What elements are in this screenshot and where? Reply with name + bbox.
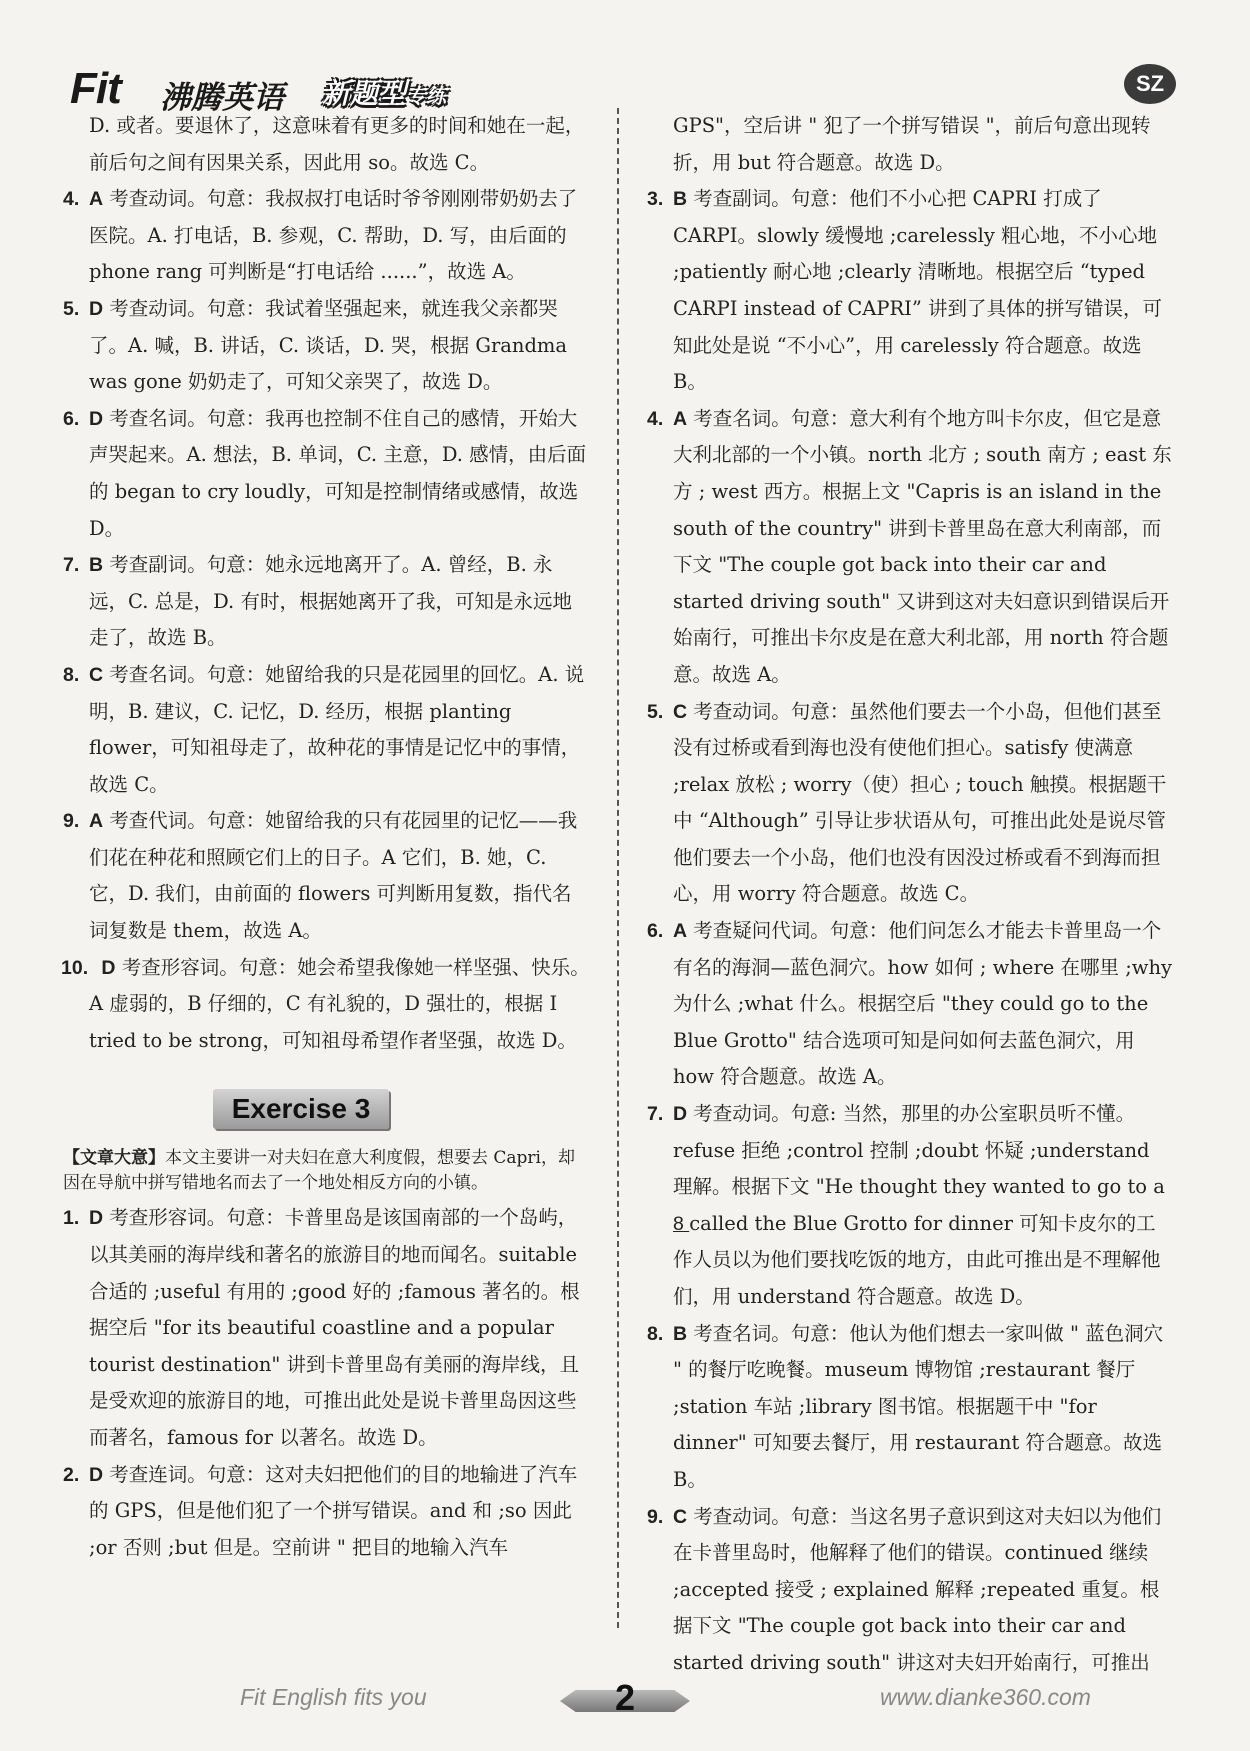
item-number: 7. bbox=[63, 554, 80, 577]
item-explanation: 考查疑问代词。句意：他们问怎么才能去卡普里岛一个有名的海洞—蓝色洞穴。how 如何 ; where 在哪里 ;why 为什么 ;what 什么。根据空后 "they could go to the Blue Grotto" 结合选项可知是问如何去蓝色洞穴，用 how 符合题意。故选 A。 bbox=[673, 919, 1173, 1089]
answer-item bbox=[63, 803, 591, 949]
item-number: 8. bbox=[63, 663, 80, 686]
region-badge: SZ bbox=[1124, 64, 1176, 104]
item-number: 6. bbox=[63, 407, 80, 430]
footer-slogan: Fit English fits you bbox=[240, 1684, 427, 1710]
page-number: 2 bbox=[614, 1677, 636, 1718]
item-answer: C bbox=[673, 1505, 688, 1528]
answer-item bbox=[63, 950, 591, 1060]
brand-logo-fit: Fit bbox=[70, 64, 121, 113]
item-number: 8. bbox=[647, 1322, 664, 1345]
series-main: 新题型 bbox=[322, 77, 407, 110]
item-explanation: 考查代词。句意：她留给我的只有花园里的记忆——我们花在种花和照顾它们上的日子。A 它们，B. 她，C. 它，D. 我们，由前面的 flowers 可判断用复数，指代名词复数是 them，故选 A。 bbox=[89, 809, 578, 943]
item-answer: A bbox=[673, 920, 688, 943]
item-explanation: 考查动词。句意：我试着坚强起来，就连我父亲都哭了。A. 喊，B. 讲话，C. 谈话，D. 哭，根据 Grandma was gone 奶奶走了，可知父亲哭了，故选 D。 bbox=[89, 296, 568, 394]
item-explanation-cont: called the Blue Grotto for dinner 可知卡皮尔的工作人员以为他们要找吃饭的地方，由此可推出是不理解他们，用 understand 符合题意。故选 D。 bbox=[673, 1211, 1161, 1308]
answer-item bbox=[63, 401, 591, 547]
summary-text: 本文主要讲一对夫妇在意大利度假，想要去 Capri，却因在导航中拼写错地名而去了一个地处相反方向的小镇。 bbox=[63, 1148, 575, 1194]
item-explanation: 考查形容词。句意：她会希望我像她一样坚强、快乐。A 虚弱的，B 仔细的，C 有礼貌的，D 强壮的，根据 I tried to be strong，可知祖母希望作者坚强，故选 D。 bbox=[89, 955, 590, 1052]
answer-item bbox=[647, 1316, 1175, 1499]
item-answer: B bbox=[673, 1322, 688, 1345]
item-explanation: 考查副词。句意：她永远地离开了。A. 曾经，B. 永远，C. 总是，D. 有时，根据她离开了我，可知是永远地走了，故选 B。 bbox=[89, 553, 572, 650]
answer-item bbox=[63, 291, 591, 401]
answer-item bbox=[63, 1200, 591, 1456]
column-divider bbox=[617, 108, 619, 1628]
item-number: 5. bbox=[647, 700, 664, 723]
item-number: 6. bbox=[647, 920, 664, 943]
item-explanation: 考查名词。句意：意大利有个地方叫卡尔皮，但它是意大利北部的一个小镇。north 北方 ; south 南方 ; east 东方 ; west 西方。根据上文 "Capris is an island in the south of the country" 讲到卡普里岛在意大利南部，而下文 "The couple got back into their car and started driving south" 又讲到这对夫妇意识到错误后开始南行，可推出卡尔皮是在意大利北部，用 north 符合题意。故选 A。 bbox=[673, 406, 1172, 686]
brand-name: 沸腾英语 bbox=[160, 80, 284, 116]
answer-item bbox=[647, 401, 1175, 694]
footer-url: www.dianke360.com bbox=[880, 1684, 1091, 1710]
item-explanation: 考查副词。句意：他们不小心把 CAPRI 打成了 CARPI。slowly 缓慢地 ;carelessly 粗心地，不小心地 ;patiently 耐心地 ;clearly 清晰地。根据空后 “typed CARPI instead of CAPRI” 讲到了具体的拼写错误，可知此处是说 “不小心”，用 carelessly 符合题意。故选 B。 bbox=[673, 187, 1163, 394]
answer-item bbox=[63, 181, 591, 291]
item-number: 9. bbox=[647, 1505, 664, 1528]
item-explanation: 考查名词。句意：他认为他们想去一家叫做 " 蓝色洞穴 " 的餐厅吃晚餐。museum 博物馆 ;restaurant 餐厅 ;station 车站 ;library 图书馆。根据题干中 "for dinner" 可知要去餐厅，用 restaurant 符合题意。故选 B。 bbox=[673, 1321, 1164, 1491]
article-summary bbox=[63, 1146, 591, 1196]
item-answer: D bbox=[89, 407, 104, 430]
item-answer: D bbox=[89, 1207, 104, 1230]
item-number: 1. bbox=[63, 1207, 80, 1230]
answer-item bbox=[647, 913, 1175, 1096]
item-answer: C bbox=[673, 700, 688, 723]
answer-item bbox=[63, 1457, 591, 1567]
right-column bbox=[647, 108, 1175, 1682]
item-answer: B bbox=[89, 554, 104, 577]
item-explanation: 考查名词。句意：她留给我的只是花园里的回忆。A. 说明，B. 建议，C. 记忆，D. 经历，根据 planting flower，可知祖母走了，故种花的事情是记忆中的事情，故选 C。 bbox=[89, 662, 585, 796]
blank-number: 8 bbox=[673, 1212, 690, 1235]
exercise-heading: Exercise 3 bbox=[213, 1089, 389, 1129]
item-number: 4. bbox=[647, 407, 664, 430]
item-answer: A bbox=[89, 810, 104, 833]
left-column bbox=[63, 108, 591, 1566]
item-explanation: 考查动词。句意: 当然，那里的办公室职员听不懂。refuse 拒绝 ;control 控制 ;doubt 怀疑 ;understand 理解。根据下文 "He thought they wanted to go to a bbox=[673, 1102, 1165, 1199]
item-number: 9. bbox=[63, 810, 80, 833]
item-answer: C bbox=[89, 663, 104, 686]
item-explanation: 考查连词。句意：这对夫妇把他们的目的地输进了汽车的 GPS，但是他们犯了一个拼写错误。and 和 ;so 因此 ;or 否则 ;but 但是。空前讲 " 把目的地输入汽车 bbox=[89, 1462, 578, 1559]
item-number: 4. bbox=[63, 188, 80, 211]
item-number: 3. bbox=[647, 188, 664, 211]
answer-item bbox=[63, 547, 591, 657]
item-explanation: 考查名词。句意：我再也控制不住自己的感情，开始大声哭起来。A. 想法，B. 单词，C. 主意，D. 感情，由后面的 began to cry loudly，可知是控制情绪或感情，故选 D。 bbox=[89, 406, 587, 540]
answer-item bbox=[647, 694, 1175, 914]
item-explanation: 考查形容词。句意：卡普里岛是该国南部的一个岛屿，以其美丽的海岸线和著名的旅游目的地而闻名。suitable 合适的 ;useful 有用的 ;good 好的 ;famous 著名的。根据空后 "for its beautiful coastline and a popular tourist destination" 讲到卡普里岛有美丽的海岸线，且是受欢迎的旅游目的地，可推出此处是说卡普里岛因这些而著名，famous for 以著名。故选 D。 bbox=[89, 1206, 580, 1449]
series-sub: 专练 bbox=[406, 84, 447, 108]
page-footer bbox=[0, 1672, 1250, 1732]
item-answer: A bbox=[89, 188, 104, 211]
continued-paragraph: GPS"，空后讲 " 犯了一个拼写错误 "，前后句意出现转折，用 but 符合题意。故选 D。 bbox=[673, 114, 1151, 174]
item-answer: D bbox=[673, 1103, 688, 1126]
answer-item bbox=[647, 181, 1175, 401]
answer-item bbox=[63, 657, 591, 803]
item-answer: D bbox=[89, 297, 104, 320]
summary-tag: 【文章大意】 bbox=[63, 1148, 165, 1169]
item-number: 10. bbox=[61, 956, 89, 979]
item-explanation: 考查动词。句意：当这名男子意识到这对夫妇以为他们在卡普里岛时，他解释了他们的错误。continued 继续 ;accepted 接受 ; explained 解释 ;repeated 重复。根据下文 "The couple got back into their car and started driving south" 讲这对夫妇开始南行，可推出 bbox=[673, 1504, 1162, 1674]
item-answer: D bbox=[101, 956, 116, 979]
series-title bbox=[322, 72, 446, 112]
item-number: 5. bbox=[63, 297, 80, 320]
item-explanation: 考查动词。句意：我叔叔打电话时爷爷刚刚带奶奶去了医院。A. 打电话，B. 参观，C. 帮助，D. 写，由后面的 phone rang 可判断是“打电话给 ......”，故选 A。 bbox=[89, 187, 578, 284]
answer-item bbox=[647, 1499, 1175, 1682]
item-explanation: 考查动词。句意：虽然他们要去一个小岛，但他们甚至没有过桥或看到海也没有使他们担心。satisfy 使满意 ;relax 放松 ; worry（使）担心 ; touch 触摸。根据题干中 “Although” 引导让步状语从句，可推出此处是说尽管他们要去一个小岛，他们也没有因没过桥或看不到海而担心，用 worry 符合题意。故选 C。 bbox=[673, 699, 1167, 906]
item-answer: A bbox=[673, 407, 688, 430]
item-answer: D bbox=[89, 1463, 104, 1486]
answer-item bbox=[647, 1096, 1175, 1316]
item-number: 7. bbox=[647, 1103, 664, 1126]
item-number: 2. bbox=[63, 1463, 80, 1486]
item-answer: B bbox=[673, 188, 688, 211]
continued-paragraph: D. 或者。要退休了，这意味着有更多的时间和她在一起，前后句之间有因果关系，因此用 so。故选 C。 bbox=[89, 114, 585, 174]
